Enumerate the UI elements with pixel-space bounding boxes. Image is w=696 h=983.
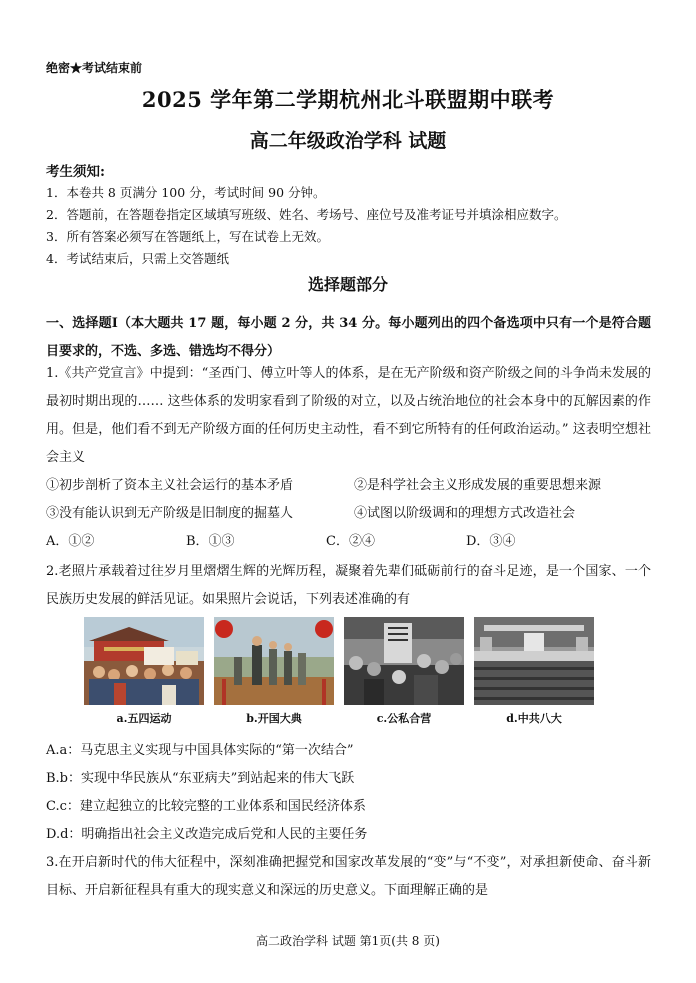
photo-may-fourth-movement bbox=[84, 617, 204, 705]
note-item: 3．所有答案必须写在答题纸上，写在试卷上无效。 bbox=[46, 229, 329, 244]
q1-statement-4: ④试图以阶级调和的理想方式改造社会 bbox=[354, 506, 576, 521]
photo-caption-d: d.中共八大 bbox=[506, 712, 562, 725]
q1-statement-2: ②是科学社会主义形成发展的重要思想来源 bbox=[354, 478, 602, 493]
photo-caption-c: c.公私合营 bbox=[376, 712, 432, 725]
q1-option-c: C．②④ bbox=[326, 534, 375, 549]
part1-instructions: 一、选择题Ⅰ（本大题共 17 题，每小题 2 分，共 34 分。每小题列出的四个备选项中只有一个是符合题目要求的，不选、多选、错选均不得分） bbox=[46, 316, 651, 359]
q1-statement-3: ③没有能认识到无产阶级是旧制度的掘墓人 bbox=[46, 506, 294, 521]
question-1-stem: 1.《共产党宣言》中提到：“圣西门、傅立叶等人的体系，是在无产阶级和资产阶级之间的斗争尚未发展的最初时期出现的…… 这些体系的发明家看到了阶级的对立，以及占统治地位的社会本身中的瓦解因素的作用。但是，他们看不到无产阶级方面的任何历史主动性，看不到它所特有的任何政治运动。” 这表明空想社会主义 bbox=[46, 366, 651, 465]
q2-option-d: D.d：明确指出社会主义改造完成后党和人民的主要任务 bbox=[46, 827, 368, 842]
section-title: 选择题部分 bbox=[307, 275, 388, 294]
note-item: 2．答题前，在答题卷指定区域填写班级、姓名、考场号、座位号及准考证号并填涂相应数字。 bbox=[46, 207, 567, 222]
note-item: 1．本卷共 8 页满分 100 分，考试时间 90 分钟。 bbox=[46, 185, 326, 200]
exam-title: 2025 学年第二学期杭州北斗联盟期中联考 bbox=[141, 87, 555, 112]
note-item: 4．考试结束后，只需上交答题纸 bbox=[46, 251, 229, 266]
notes-heading: 考生须知: bbox=[46, 164, 105, 180]
photo-eighth-party-congress bbox=[474, 617, 594, 705]
q2-option-c: C.c：建立起独立的比较完整的工业体系和国民经济体系 bbox=[46, 799, 366, 814]
photo-public-private-partnership bbox=[344, 617, 464, 705]
q1-statement-1: ①初步剖析了资本主义社会运行的基本矛盾 bbox=[46, 478, 294, 493]
q2-option-a: A.a：马克思主义实现与中国具体实际的“第一次结合” bbox=[46, 743, 354, 758]
confidential-label: 绝密★考试结束前 bbox=[46, 61, 143, 75]
photo-caption-a: a.五四运动 bbox=[116, 712, 172, 725]
question-2-stem: 2.老照片承载着过往岁月里熠熠生辉的光辉历程，凝聚着先辈们砥砺前行的奋斗足迹，是一个国家、一个民族历史发展的鲜活见证。如果照片会说话，下列表述准确的有 bbox=[46, 564, 651, 607]
q1-option-d: D．③④ bbox=[466, 534, 516, 549]
q2-option-b: B.b：实现中华民族从“东亚病夫”到站起来的伟大飞跃 bbox=[46, 771, 355, 786]
exam-subtitle: 高二年级政治学科 试题 bbox=[249, 130, 447, 152]
page-footer: 高二政治学科 试题 第1页(共 8 页) bbox=[256, 934, 440, 948]
photo-founding-ceremony bbox=[214, 617, 334, 705]
photo-caption-b: b.开国大典 bbox=[246, 712, 302, 725]
q1-option-b: B．①③ bbox=[186, 534, 235, 549]
question-3-stem: 3.在开启新时代的伟大征程中，深刻准确把握党和国家改革发展的“变”与“不变”，对承担新使命、奋斗新目标、开启新征程具有重大的现实意义和深远的历史意义。下面理解正确的是 bbox=[46, 855, 651, 898]
q1-option-a: A．①② bbox=[46, 534, 95, 549]
